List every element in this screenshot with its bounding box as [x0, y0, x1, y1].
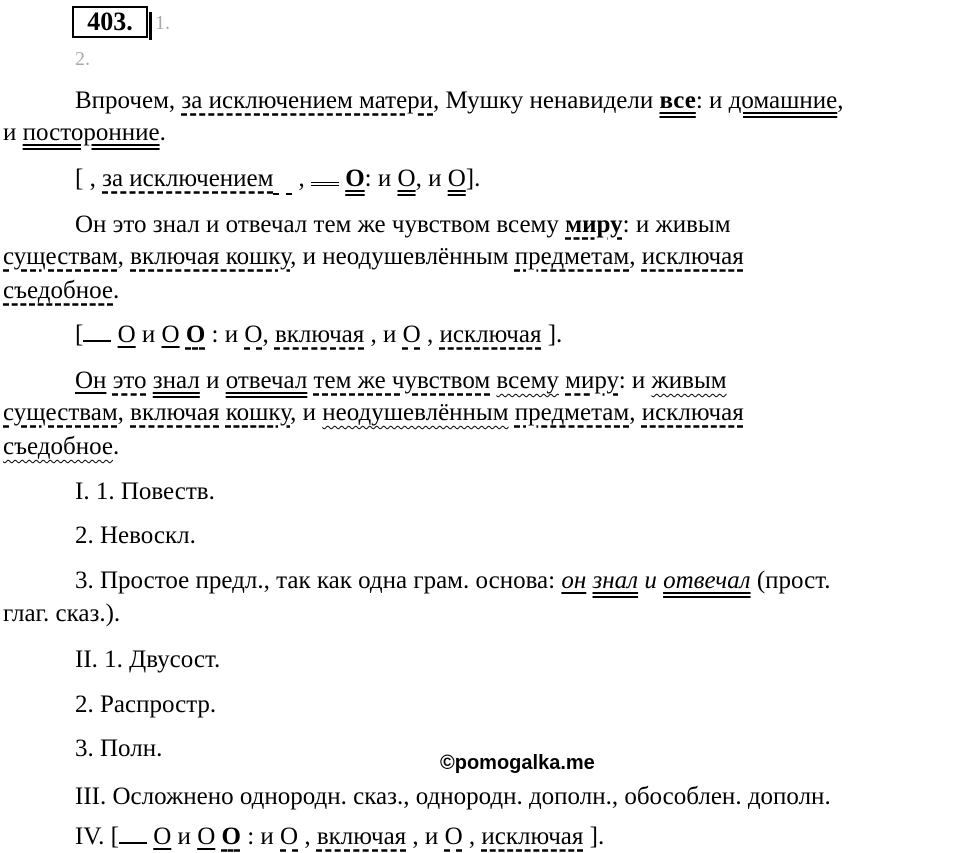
analysis-i-1: I. 1. Повеств.: [75, 478, 215, 505]
scheme-adverbial: за исключением: [102, 165, 274, 192]
analysis-iii: III. Осложнено однородн. сказ., однородн. дополн., обособлен. дополн.: [75, 783, 831, 810]
sentence-3-line-3: съедобное.: [3, 433, 120, 460]
analysis-iv: IV. [ O и O O : и O , включая , и O , исключая ].: [75, 823, 605, 850]
scheme-2: [ O и O O : и O, включая , и O , исключая ].: [75, 321, 563, 348]
scheme-1: [ , за исключением , O: и O, и O].: [75, 164, 480, 194]
analysis-i-3-line-2: глаг. сказ.).: [3, 600, 121, 627]
predicate: отвечал: [663, 567, 751, 594]
analysis-i-2: 2. Невоскл.: [75, 522, 196, 549]
scheme-dash-blank: [273, 165, 292, 195]
predicate: знал: [592, 567, 639, 594]
watermark: ©pomogalka.me: [440, 752, 595, 774]
homogeneous-member: домашние: [728, 87, 838, 114]
item-2-label: 2.: [75, 48, 90, 70]
scheme-o: O: [397, 165, 416, 192]
predicate: отвечал: [225, 367, 308, 394]
analysis-ii-3: 3. Полн.: [75, 735, 163, 762]
scheme-generalizing-o: O: [221, 823, 241, 850]
scheme-blank: [83, 322, 111, 342]
adverbial-phrase: за исключением матери: [181, 87, 434, 114]
scheme-blank: [119, 824, 147, 844]
sentence-1-line-1: Впрочем, за исключением матери, Мушку ненавидели все: и домашние,: [75, 87, 844, 114]
exercise-number: 403.: [72, 6, 148, 38]
homogeneous-member: посторонние: [22, 119, 160, 146]
item-1-label: 1.: [155, 12, 170, 34]
generalizing-word: миру: [565, 211, 623, 238]
analysis-ii-1: II. 1. Двусост.: [75, 646, 221, 673]
scheme-o: O: [447, 165, 466, 192]
sentence-2-line-3: съедобное.: [3, 277, 120, 304]
analysis-ii-2: 2. Распростр.: [75, 691, 217, 718]
scheme-generalizing-o: O: [185, 321, 206, 348]
scheme-subject-blank: [311, 164, 339, 186]
sentence-3-line-1: Он это знал и отвечал тем же чувством всему миру: и живым: [75, 367, 727, 394]
object: это: [112, 367, 147, 394]
sentence-3-line-2: существам, включая кошку, и неодушевлённым предметам, исключая: [3, 399, 744, 426]
scheme-generalizing-o: O: [345, 165, 365, 192]
subject: Он: [75, 367, 107, 394]
predicate: знал: [152, 367, 200, 394]
sentence-1-line-2: и посторонние.: [3, 119, 166, 146]
analysis-i-3-line-1: 3. Простое предл., так как одна грам. основа: он знал и отвечал (прост.: [75, 567, 831, 594]
sentence-2-line-1: Он это знал и отвечал тем же чувством всему миру: и живым: [75, 211, 731, 238]
sentence-2-line-2: существам, включая кошку, и неодушевлённым предметам, исключая: [3, 243, 744, 270]
generalizing-word: все: [659, 87, 696, 114]
subject: он: [561, 567, 587, 594]
